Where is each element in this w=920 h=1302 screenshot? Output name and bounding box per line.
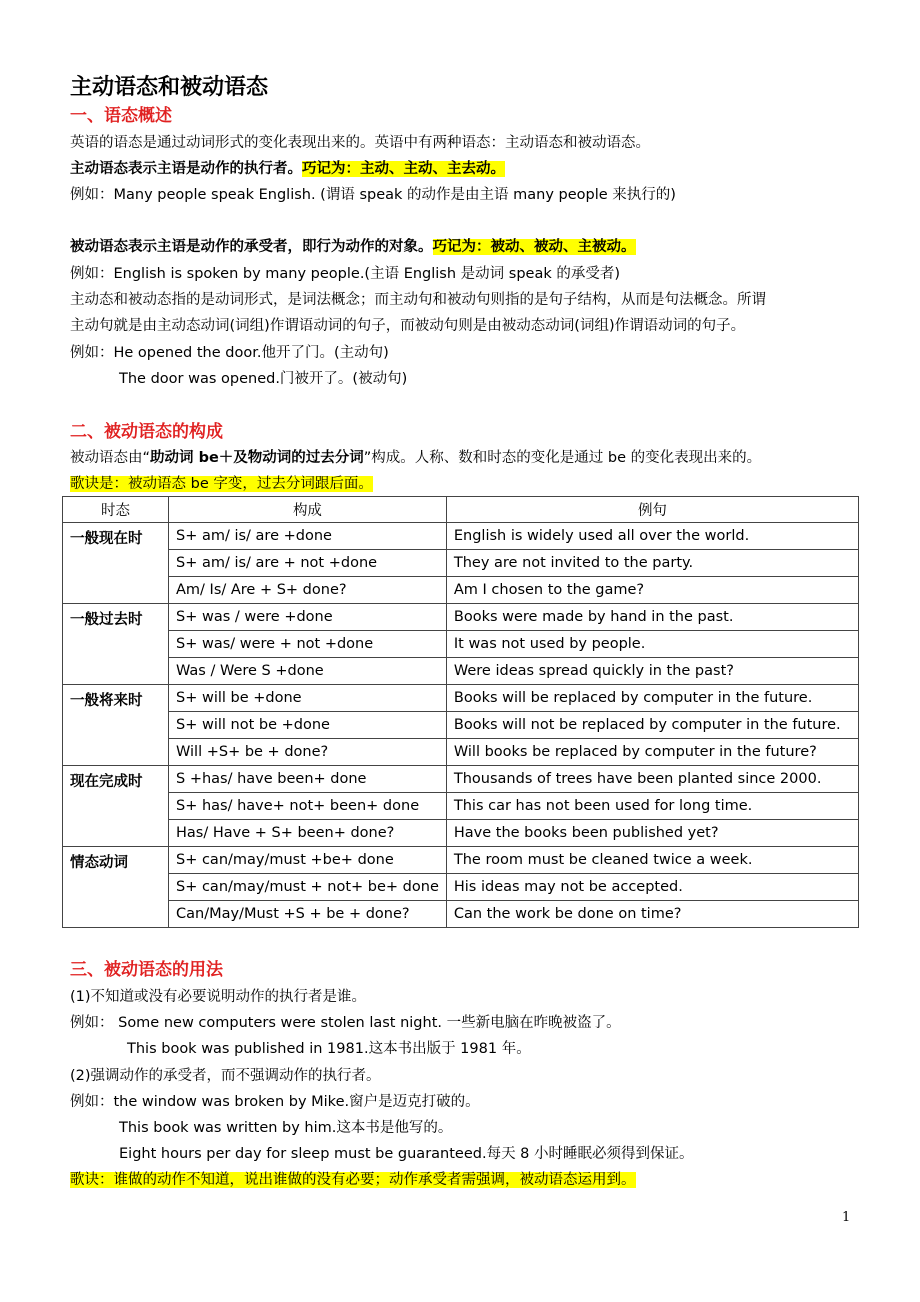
structure-cell: Am/ Is/ Are + S+ done? [169,577,447,604]
example-cell: Books were made by hand in the past. [446,604,858,631]
page-title: 主动语态和被动语态 [70,75,269,100]
s1-example-3: 例如：He opened the door.他开了门。(主动句) [70,345,389,361]
example-cell: Were ideas spread quickly in the past? [446,658,858,685]
table-row [63,712,859,739]
structure-cell: S+ will not be +done [169,712,447,739]
table-row [63,604,859,631]
s3-line-1: (1)不知道或没有必要说明动作的执行者是谁。 [70,989,367,1005]
s1-line-6: 主动态和被动态指的是动词形式，是词法概念；而主动句和被动句则指的是句子结构，从而是句法概念。所谓 [70,292,766,308]
table-row [63,658,859,685]
structure-cell: Has/ Have + S+ been+ done? [169,820,447,847]
tense-cell: 一般现在时 [63,523,169,604]
structure-cell: Was / Were S +done [169,658,447,685]
table-row [63,820,859,847]
structure-cell: S+ am/ is/ are +done [169,523,447,550]
mnemonic-passive: 巧记为：被动、被动、主被动。 [432,239,636,255]
structure-cell: S +has/ have been+ done [169,766,447,793]
s1-line-4: 被动语态表示主语是动作的承受者，即行为动作的对象。巧记为：被动、被动、主被动。 [70,239,636,255]
s2-line-1: 被动语态由“助动词 be＋及物动词的过去分词”构成。人称、数和时态的变化是通过 be 的变化表现出来的。 [70,450,762,466]
example-cell: It was not used by people. [446,631,858,658]
table-row [63,577,859,604]
s3-example-3: 例如：the window was broken by Mike.窗户是迈克打破的。 [70,1094,480,1110]
s3-example-1: 例如： Some new computers were stolen last night. 一些新电脑在昨晚被盗了。 [70,1015,621,1031]
section-1-heading: 一、语态概述 [70,106,172,126]
table-row [63,793,859,820]
s3-mnemonic-line [70,1170,636,1190]
structure-cell: S+ am/ is/ are + not +done [169,550,447,577]
example-cell: Books will be replaced by computer in the future. [446,685,858,712]
table-row [63,874,859,901]
example-cell: His ideas may not be accepted. [446,874,858,901]
header-tense: 时态 [63,497,169,523]
s3-example-5: Eight hours per day for sleep must be guaranteed.每天 8 小时睡眠必须得到保证。 [119,1146,694,1162]
s1-example-4: The door was opened.门被开了。(被动句) [119,371,408,387]
formation-mnemonic: 歌诀是：被动语态 be 字变，过去分词跟后面。 [70,476,373,492]
table-row [63,847,859,874]
usage-mnemonic: 歌诀：谁做的动作不知道，说出谁做的没有必要；动作承受者需强调，被动语态运用到。 [70,1172,636,1188]
example-cell: They are not invited to the party. [446,550,858,577]
table-row [63,766,859,793]
s1-example-1: 例如：Many people speak English. (谓语 speak 的动作是由主语 many people 来执行的) [70,187,676,203]
example-cell: Thousands of trees have been planted since 2000. [446,766,858,793]
mnemonic-active: 巧记为：主动、主动、主去动。 [302,161,505,177]
table-row [63,550,859,577]
structure-cell: S+ has/ have+ not+ been+ done [169,793,447,820]
s2-line-2 [70,474,373,494]
example-cell: Books will not be replaced by computer in the future. [446,712,858,739]
s3-example-2: This book was published in 1981.这本书出版于 1981 年。 [127,1041,531,1057]
table-row [63,631,859,658]
tense-cell: 情态动词 [63,847,169,928]
table-header-row [63,497,859,523]
s3-example-4: This book was written by him.这本书是他写的。 [119,1120,453,1136]
table-row [63,685,859,712]
example-cell: Am I chosen to the game? [446,577,858,604]
s1-line-2: 主动语态表示主语是动作的执行者。巧记为：主动、主动、主去动。 [70,161,505,177]
s1-line-7: 主动句就是由主动态动词(词组)作谓语动词的句子，而被动句则是由被动态动词(词组)作谓语动词的句子。 [70,318,746,334]
structure-cell: S+ can/may/must + not+ be+ done [169,874,447,901]
example-cell: The room must be cleaned twice a week. [446,847,858,874]
s3-line-4: (2)强调动作的承受者，而不强调动作的执行者。 [70,1068,381,1084]
page-number: 1 [842,1210,851,1225]
s1-example-2: 例如：English is spoken by many people.(主语 English 是动词 speak 的承受者) [70,266,621,282]
example-cell: This car has not been used for long time. [446,793,858,820]
s1-line-1: 英语的语态是通过动词形式的变化表现出来的。英语中有两种语态：主动语态和被动语态。 [70,135,650,151]
passive-voice-table [62,496,859,928]
structure-cell: S+ was/ were + not +done [169,631,447,658]
structure-cell: Can/May/Must +S + be + done? [169,901,447,928]
example-cell: Can the work be done on time? [446,901,858,928]
header-structure: 构成 [169,497,447,523]
tense-cell: 一般将来时 [63,685,169,766]
tense-cell: 一般过去时 [63,604,169,685]
structure-cell: S+ can/may/must +be+ done [169,847,447,874]
example-cell: English is widely used all over the world. [446,523,858,550]
header-example: 例句 [446,497,858,523]
tense-cell: 现在完成时 [63,766,169,847]
structure-cell: S+ was / were +done [169,604,447,631]
section-2-heading: 二、被动语态的构成 [70,422,223,442]
table-row [63,901,859,928]
table-row [63,523,859,550]
structure-cell: S+ will be +done [169,685,447,712]
example-cell: Will books be replaced by computer in the future? [446,739,858,766]
structure-cell: Will +S+ be + done? [169,739,447,766]
example-cell: Have the books been published yet? [446,820,858,847]
table-row [63,739,859,766]
section-3-heading: 三、被动语态的用法 [70,960,223,980]
